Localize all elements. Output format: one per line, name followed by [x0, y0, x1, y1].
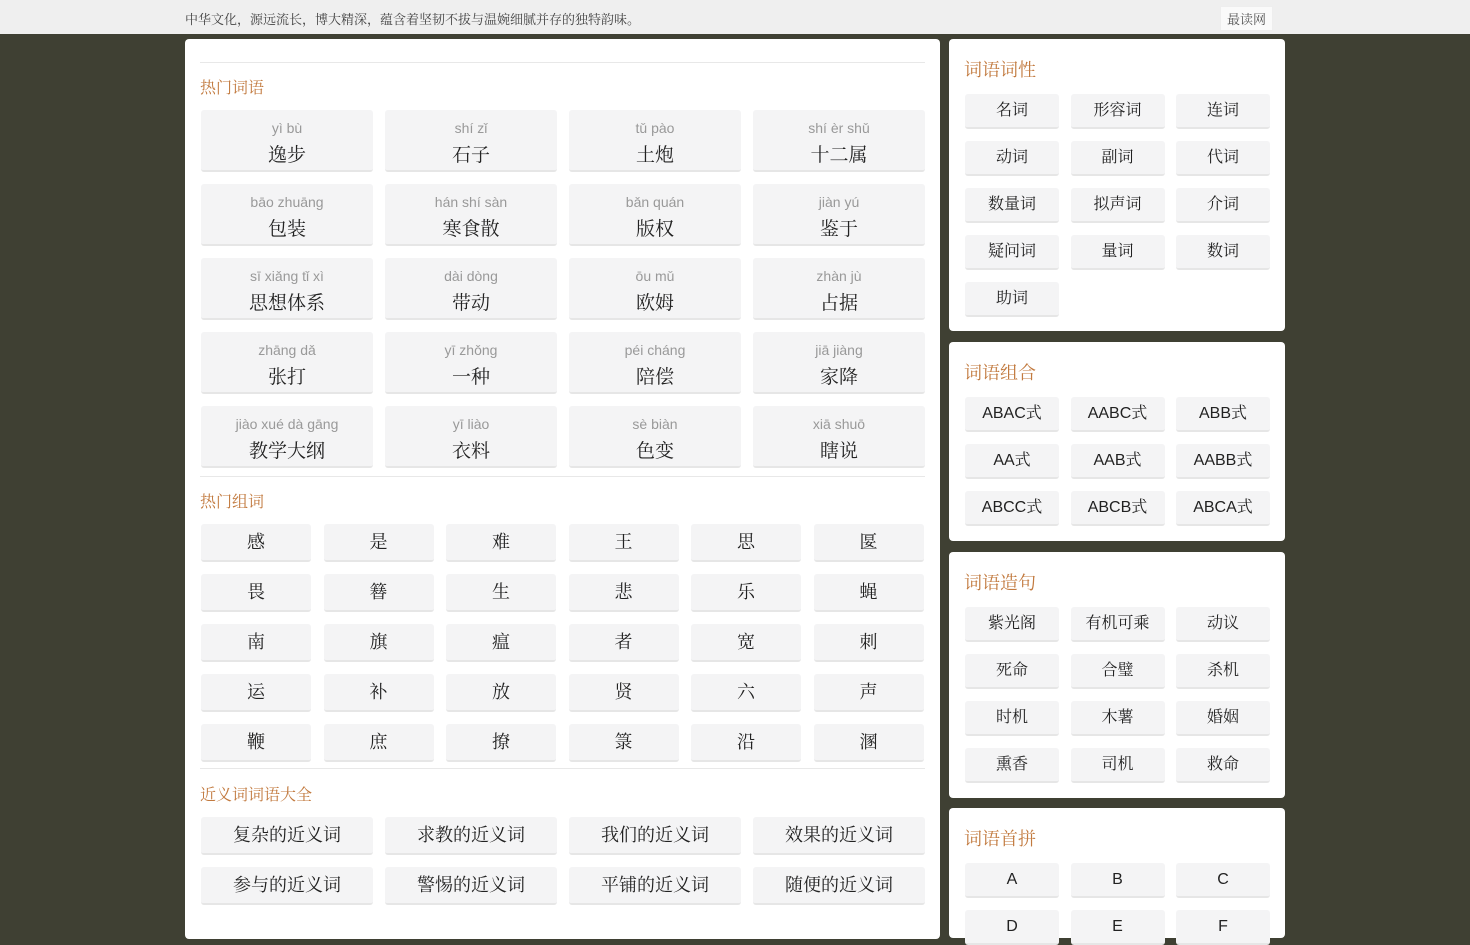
hot-char-item[interactable]: 乐 [691, 574, 801, 612]
hot-word-card[interactable] [569, 110, 741, 172]
initial-tag[interactable]: C [1176, 863, 1270, 898]
pos-tag[interactable]: 连词 [1176, 94, 1270, 129]
synonym-link[interactable]: 效果的近义词 [753, 817, 925, 855]
word-pinyin: jiàn yú [818, 194, 860, 210]
initials-grid [965, 863, 1270, 945]
synonym-link[interactable]: 求教的近义词 [385, 817, 557, 855]
synonym-link[interactable]: 平铺的近义词 [569, 867, 741, 905]
hot-words-grid [201, 110, 925, 468]
word-text: 石子 [451, 145, 490, 166]
sentence-tag[interactable]: 动议 [1176, 607, 1270, 642]
word-text: 鉴于 [819, 219, 858, 240]
synonym-link[interactable]: 复杂的近义词 [201, 817, 373, 855]
word-pinyin: sè biàn [632, 416, 678, 432]
word-text: 教学大纲 [248, 441, 325, 462]
word-pinyin: jiā jiàng [815, 342, 863, 358]
pos-tag[interactable]: 疑问词 [965, 235, 1059, 270]
pattern-tag[interactable]: AABB式 [1176, 444, 1270, 479]
pattern-tag[interactable]: AAB式 [1071, 444, 1165, 479]
hot-char-item[interactable]: 贤 [569, 674, 679, 712]
word-text: 版权 [635, 219, 674, 240]
patterns-panel [949, 342, 1285, 541]
word-pinyin: zhāng dǎ [258, 342, 316, 358]
pos-tag[interactable]: 代词 [1176, 141, 1270, 176]
hot-char-item[interactable]: 宽 [691, 624, 801, 662]
word-text: 陪偿 [635, 367, 674, 388]
sentence-tag[interactable]: 木薯 [1071, 701, 1165, 736]
hot-word-card[interactable] [201, 406, 373, 468]
initial-tag[interactable]: A [965, 863, 1059, 898]
word-pinyin: bǎn quán [625, 194, 685, 210]
word-text: 逸步 [267, 145, 306, 166]
hot-chars-grid [201, 524, 924, 762]
word-text: 张打 [267, 367, 306, 388]
word-text: 衣料 [451, 441, 490, 462]
pos-tag[interactable]: 助词 [965, 282, 1059, 317]
initial-tag[interactable]: F [1176, 910, 1270, 945]
word-pinyin: shí zǐ [454, 120, 488, 136]
sentence-tag[interactable]: 死命 [965, 654, 1059, 689]
hot-word-card[interactable] [385, 406, 557, 468]
word-text: 思想体系 [248, 293, 325, 314]
hot-word-card[interactable] [569, 258, 741, 320]
synonyms-title: 近义词词语大全 [200, 787, 313, 804]
synonym-link[interactable]: 我们的近义词 [569, 817, 741, 855]
hot-char-item[interactable]: 蝇 [814, 574, 924, 612]
pos-panel [949, 39, 1285, 331]
hot-char-item[interactable]: 鞭 [201, 724, 311, 762]
hot-char-item[interactable]: 补 [324, 674, 434, 712]
initial-tag[interactable]: B [1071, 863, 1165, 898]
word-text: 家降 [819, 367, 858, 388]
synonym-link[interactable]: 随便的近义词 [753, 867, 925, 905]
hot-char-item[interactable]: 刺 [814, 624, 924, 662]
hot-word-card[interactable] [569, 406, 741, 468]
hot-word-card[interactable] [201, 258, 373, 320]
initials-title: 词语首拼 [964, 829, 1036, 849]
word-pinyin: bāo zhuāng [250, 194, 324, 210]
sentence-tag[interactable]: 救命 [1176, 748, 1270, 783]
hot-word-card[interactable] [201, 110, 373, 172]
synonym-link[interactable]: 警惕的近义词 [385, 867, 557, 905]
hot-chars-title: 热门组词 [200, 494, 265, 511]
hot-word-card[interactable] [753, 110, 925, 172]
hot-word-card[interactable] [753, 184, 925, 246]
hot-char-item[interactable]: 沿 [691, 724, 801, 762]
initial-tag[interactable]: D [965, 910, 1059, 945]
word-text: 占据 [819, 293, 858, 314]
pos-grid [965, 94, 1270, 317]
main-content [185, 39, 940, 939]
hot-char-item[interactable]: 簮 [324, 574, 434, 612]
patterns-title: 词语组合 [964, 363, 1036, 383]
pattern-tag[interactable]: ABCA式 [1176, 491, 1270, 526]
pos-tag[interactable]: 数词 [1176, 235, 1270, 270]
pos-tag[interactable]: 数量词 [965, 188, 1059, 223]
word-pinyin: shí èr shǔ [808, 120, 870, 136]
hot-char-item[interactable]: 畏 [201, 574, 311, 612]
hot-char-item[interactable]: 者 [569, 624, 679, 662]
hot-word-card[interactable] [385, 184, 557, 246]
hot-char-item[interactable]: 声 [814, 674, 924, 712]
hot-word-card[interactable] [569, 332, 741, 394]
site-home-link[interactable]: 最读网 [1220, 6, 1273, 31]
pattern-tag[interactable]: ABCC式 [965, 491, 1059, 526]
word-pinyin: yī liào [452, 416, 490, 432]
hot-char-item[interactable]: 悲 [569, 574, 679, 612]
hot-word-card[interactable] [385, 258, 557, 320]
word-text: 欧姆 [635, 293, 674, 314]
hot-char-item[interactable]: 是 [324, 524, 434, 562]
pos-title: 词语词性 [964, 60, 1036, 80]
divider [200, 62, 925, 63]
pos-tag[interactable]: 拟声词 [1071, 188, 1165, 223]
top-bar [0, 0, 1470, 34]
sentences-grid [965, 607, 1270, 783]
pattern-tag[interactable]: ABAC式 [965, 397, 1059, 432]
divider [200, 768, 925, 769]
synonyms-grid [201, 817, 925, 905]
word-text: 寒食散 [442, 219, 500, 240]
hot-word-card[interactable] [201, 184, 373, 246]
hot-char-item[interactable]: 思 [691, 524, 801, 562]
patterns-grid [965, 397, 1270, 526]
sentence-tag[interactable]: 熏香 [965, 748, 1059, 783]
word-text: 带动 [451, 293, 490, 314]
word-pinyin: sī xiǎng tǐ xì [250, 268, 324, 284]
hot-word-card[interactable] [385, 110, 557, 172]
pattern-tag[interactable]: ABB式 [1176, 397, 1270, 432]
hot-char-item[interactable]: 难 [446, 524, 556, 562]
sentence-tag[interactable]: 杀机 [1176, 654, 1270, 689]
word-pinyin: tǔ pào [635, 120, 675, 136]
hot-char-item[interactable]: 庶 [324, 724, 434, 762]
pos-tag[interactable]: 量词 [1071, 235, 1165, 270]
hot-char-item[interactable]: 旗 [324, 624, 434, 662]
word-pinyin: yī zhǒng [444, 342, 498, 358]
word-text: 一种 [451, 367, 490, 388]
hot-word-card[interactable] [201, 332, 373, 394]
word-text: 色变 [635, 441, 674, 462]
hot-char-item[interactable]: 王 [569, 524, 679, 562]
pos-tag[interactable]: 形容词 [1071, 94, 1165, 129]
sentence-tag[interactable]: 合璧 [1071, 654, 1165, 689]
hot-char-item[interactable]: 匽 [814, 524, 924, 562]
sentence-tag[interactable]: 紫光阁 [965, 607, 1059, 642]
sentence-tag[interactable]: 婚姻 [1176, 701, 1270, 736]
site-slogan: 中华文化，源远流长，博大精深，蕴含着坚韧不拔与温婉细腻并存的独特韵味。 [185, 12, 641, 27]
hot-word-card[interactable] [753, 258, 925, 320]
hot-word-card[interactable] [753, 406, 925, 468]
hot-word-card[interactable] [385, 332, 557, 394]
hot-char-item[interactable]: 瘟 [446, 624, 556, 662]
sentences-title: 词语造句 [964, 573, 1036, 593]
initial-tag[interactable]: E [1071, 910, 1165, 945]
pos-tag[interactable]: 名词 [965, 94, 1059, 129]
pos-tag[interactable]: 动词 [965, 141, 1059, 176]
hot-char-item[interactable]: 感 [201, 524, 311, 562]
sentences-panel [949, 552, 1285, 798]
word-pinyin: yì bù [271, 120, 303, 136]
initials-panel [949, 808, 1285, 938]
word-pinyin: péi cháng [624, 342, 686, 358]
hot-char-item[interactable]: 南 [201, 624, 311, 662]
word-text: 土炮 [635, 145, 674, 166]
word-pinyin: xiā shuō [812, 416, 866, 432]
hot-char-item[interactable]: 撩 [446, 724, 556, 762]
hot-char-item[interactable]: 放 [446, 674, 556, 712]
word-pinyin: ōu mǔ [635, 268, 675, 284]
hot-char-item[interactable]: 箓 [569, 724, 679, 762]
pattern-tag[interactable]: AABC式 [1071, 397, 1165, 432]
word-pinyin: jiào xué dà gāng [235, 416, 339, 432]
word-pinyin: zhàn jù [816, 268, 862, 284]
word-pinyin: dài dòng [444, 268, 498, 284]
word-text: 瞎说 [819, 441, 858, 462]
pattern-tag[interactable]: ABCB式 [1071, 491, 1165, 526]
hot-char-item[interactable]: 运 [201, 674, 311, 712]
hot-word-card[interactable] [569, 184, 741, 246]
hot-char-item[interactable]: 六 [691, 674, 801, 712]
sentence-tag[interactable]: 司机 [1071, 748, 1165, 783]
word-text: 十二属 [810, 145, 868, 166]
pos-tag[interactable]: 副词 [1071, 141, 1165, 176]
pattern-tag[interactable]: AA式 [965, 444, 1059, 479]
word-text: 包装 [267, 219, 306, 240]
hot-char-item[interactable]: 溷 [814, 724, 924, 762]
pos-tag[interactable]: 介词 [1176, 188, 1270, 223]
hot-word-card[interactable] [753, 332, 925, 394]
synonym-link[interactable]: 参与的近义词 [201, 867, 373, 905]
hot-words-title: 热门词语 [200, 80, 265, 97]
word-pinyin: hán shí sàn [434, 194, 508, 210]
hot-char-item[interactable]: 生 [446, 574, 556, 612]
sentence-tag[interactable]: 有机可乘 [1071, 607, 1165, 642]
sentence-tag[interactable]: 时机 [965, 701, 1059, 736]
divider [200, 476, 925, 477]
